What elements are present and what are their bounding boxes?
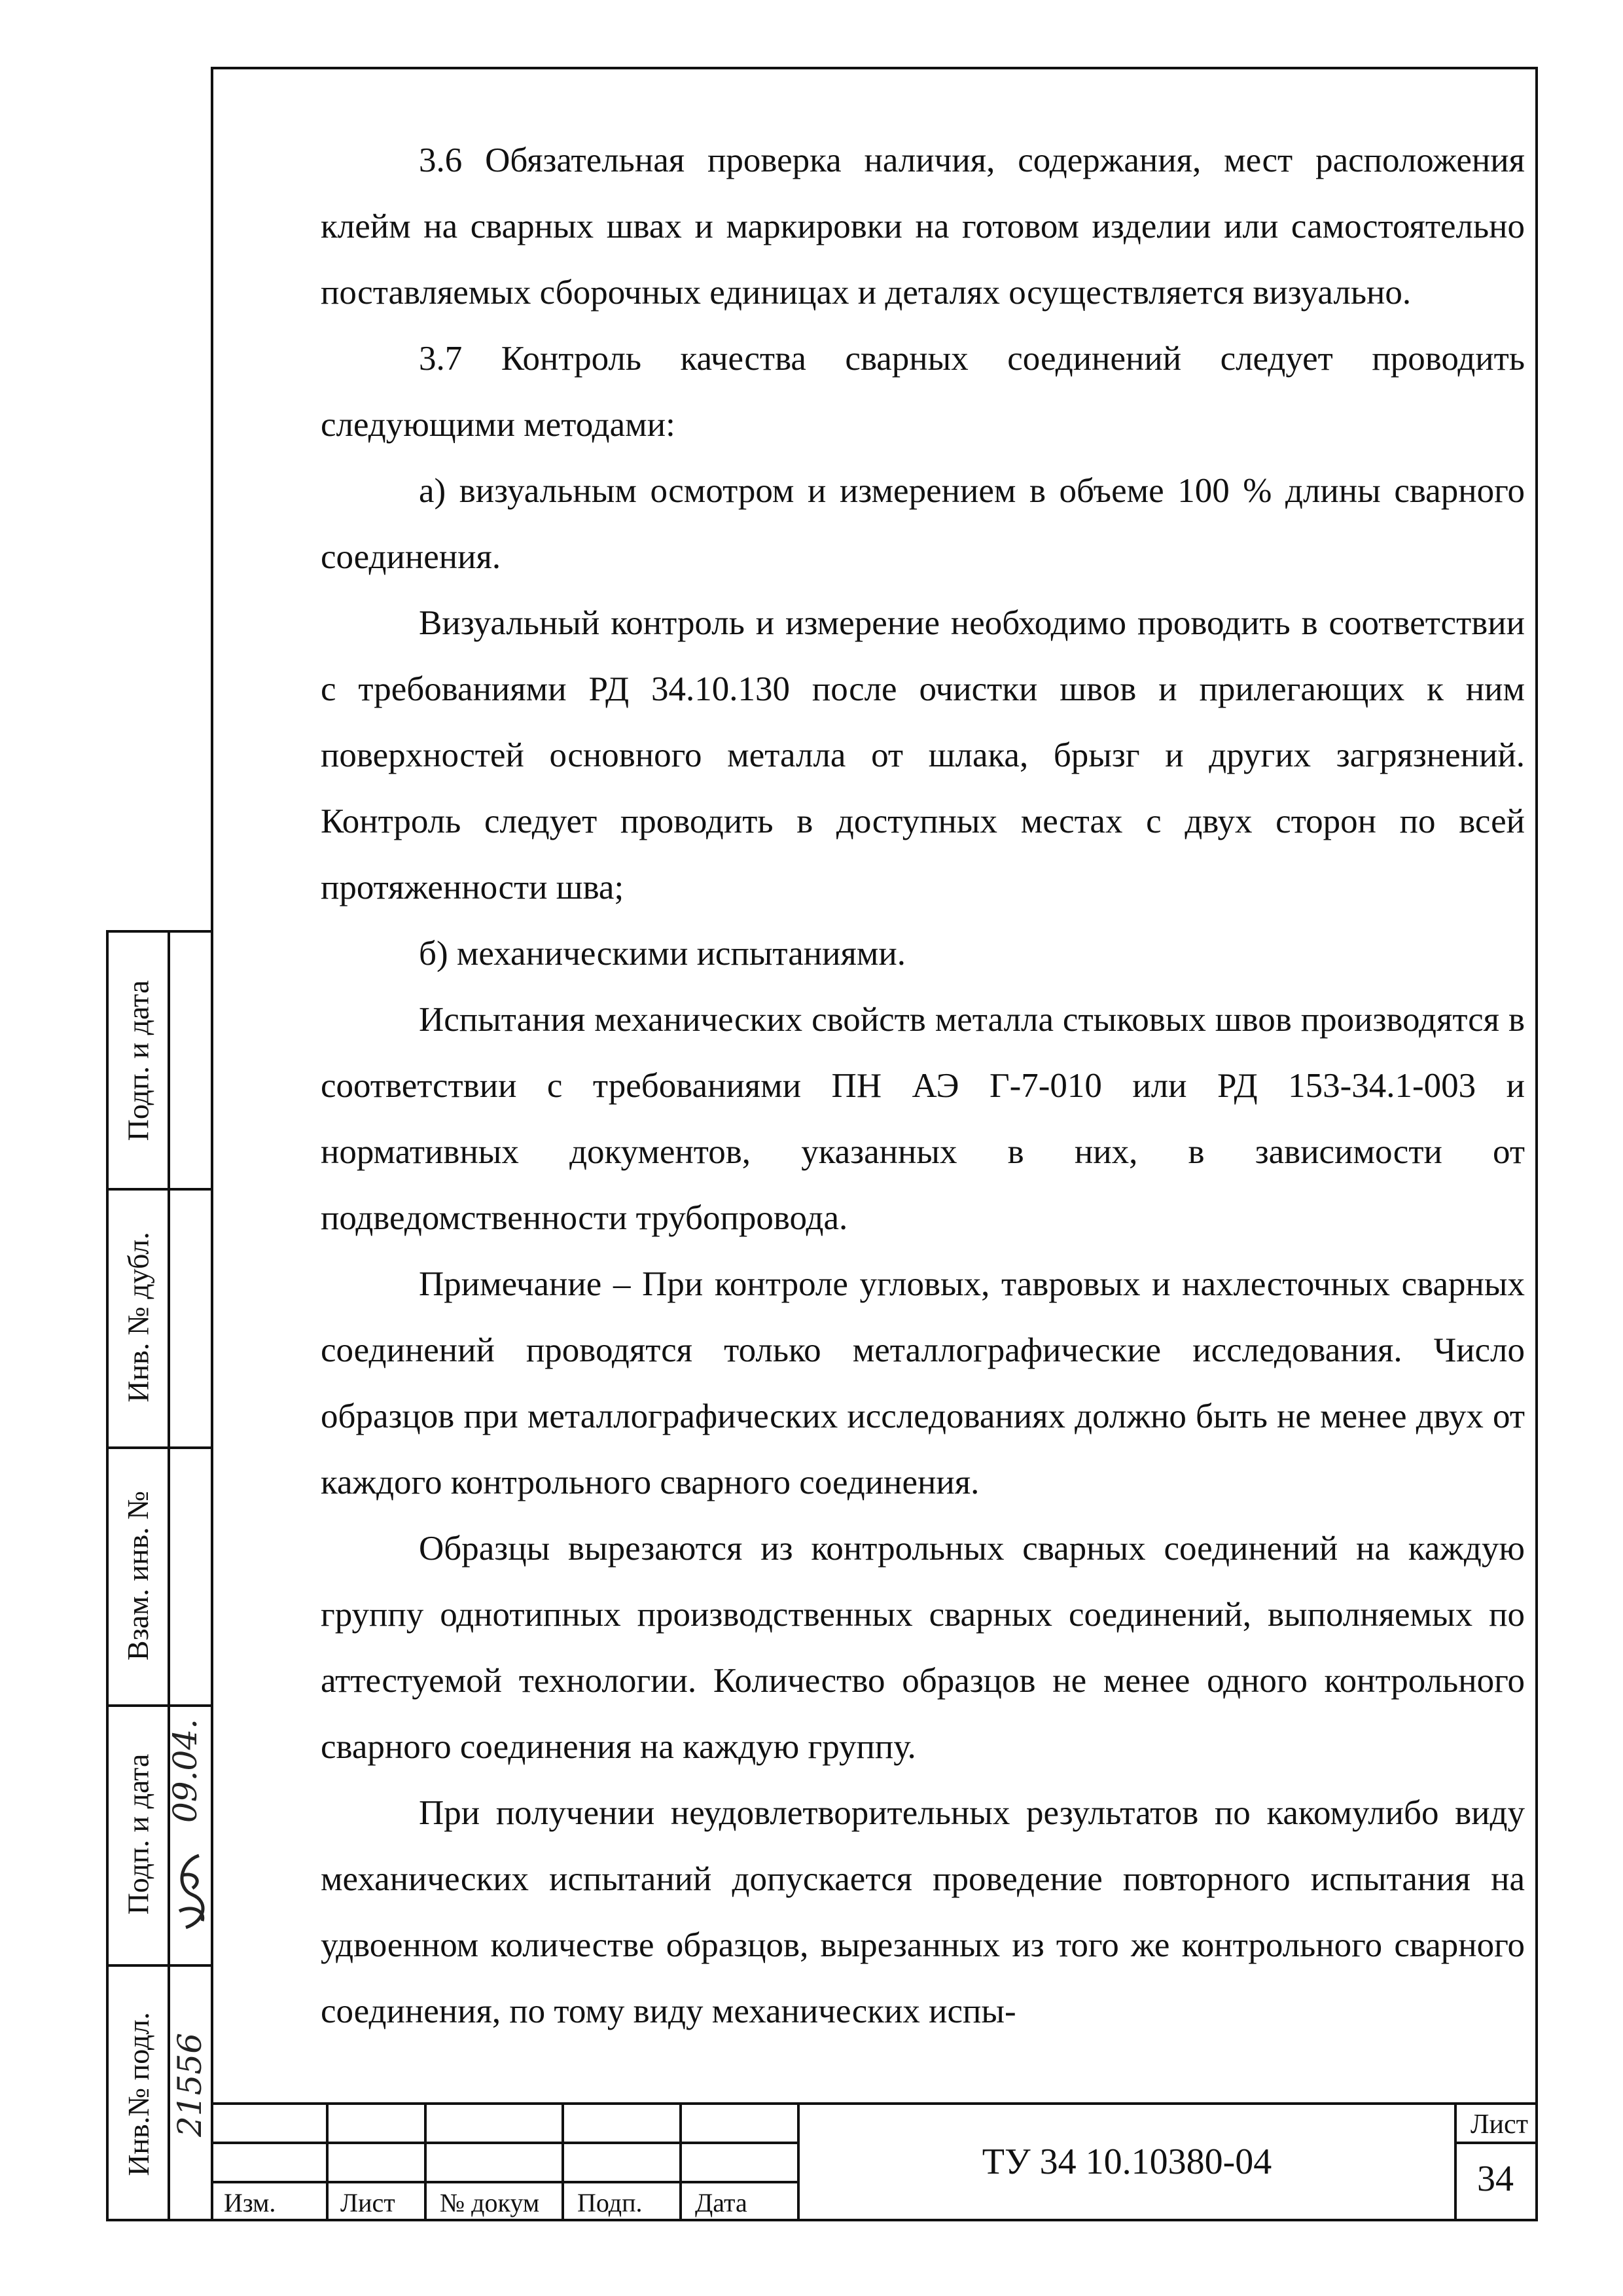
sheet-cell-line — [1454, 2142, 1538, 2144]
paragraph-3-6: 3.6 Обязательная проверка наличия, содержания, мест расположения клейм на сварных швах и маркировки на готовом изделии или самостоятельно поставляемых сборочных единицах и деталях осуществляется визуально. — [321, 141, 1525, 312]
col-label-signature: Подп. — [577, 2188, 643, 2217]
margin-label-replace-inv: Взам. инв. № — [121, 1490, 155, 1660]
paragraph-mechanical-tests: Испытания механических свойств металла стыковых швов производятся в соответствии с требованиями ПН АЭ Г-7-010 или РД 153-34.1-003 и нормативных документов, указанных в них, в зависимости от подведомственности трубопровода. — [321, 1001, 1525, 1237]
paragraph-item-a: а) визуальным осмотром и измерением в объеме 100 % длины сварного соединения. — [321, 472, 1525, 576]
col-label-change: Изм. — [224, 2188, 276, 2217]
margin-label-dup-inv: Инв. № дубл. — [121, 1232, 155, 1403]
paragraph-note: Примечание – При контроле угловых, тавровых и нахлесточных сварных соединений проводятся только металлографические исследования. Число образцов при металлографических исследованиях должно быть не менее двух от каждого контрольного сварного соединения. — [321, 1265, 1525, 1501]
sheet-number: 34 — [1477, 2159, 1514, 2199]
paragraph-visual-control: Визуальный контроль и измерение необходимо проводить в соответствии с требованиями РД 34.10.130 после очистки швов и прилегающих к ним поверхностей основного металла от шлака, брызг и других загрязнений. Контроль следует проводить в доступных местах с двух сторон по всей протяженности шва; — [321, 604, 1525, 906]
sheet-label: Лист — [1471, 2109, 1528, 2140]
handwritten-inv-number: 21556 — [171, 2032, 209, 2137]
margin-label-orig-inv: Инв.№ подл. — [121, 2012, 155, 2176]
title-block — [211, 2102, 1538, 2221]
document-body — [321, 128, 1525, 2045]
paragraph-3-7: 3.7 Контроль качества сварных соединений следует проводить следующими методами: — [321, 340, 1525, 444]
left-margin-stamp — [106, 930, 211, 2221]
title-block-col-line — [326, 2102, 329, 2221]
title-block-row-line — [211, 2181, 800, 2183]
title-block-col-line — [424, 2102, 427, 2221]
paragraph-item-b: б) механическими испытаниями. — [419, 935, 906, 973]
signature-icon — [173, 1849, 212, 1934]
title-block-row-line — [211, 2142, 800, 2144]
left-margin-divider — [168, 933, 170, 2219]
title-block-col-line — [1454, 2102, 1457, 2221]
margin-label-sign-date-2: Подп. и дата — [121, 1753, 155, 1915]
col-label-doc-num: № докум — [440, 2188, 540, 2217]
col-label-sheet: Лист — [340, 2188, 395, 2217]
margin-label-sign-date: Подп. и дата — [121, 980, 155, 1141]
document-code: ТУ 34 10.10380-04 — [982, 2142, 1272, 2182]
paragraph-retest: При получении неудовлетворительных результатов по какомулибо виду механических испытаний допускается проведение повторного испытания на удвоенном количестве образцов, вырезанных из того же контрольного сварного соединения, по тому виду механических испы- — [321, 1794, 1525, 2030]
title-block-col-line — [562, 2102, 564, 2221]
title-block-col-line — [679, 2102, 682, 2221]
paragraph-samples: Образцы вырезаются из контрольных сварных соединений на каждую группу однотипных производственных сварных соединений, выполняемых по аттестуемой технологии. Количество образцов не менее одного контрольного сварного соединения на каждую группу. — [321, 1530, 1525, 1766]
col-label-date: Дата — [695, 2188, 747, 2217]
handwritten-date: 09.04. — [166, 1718, 204, 1823]
